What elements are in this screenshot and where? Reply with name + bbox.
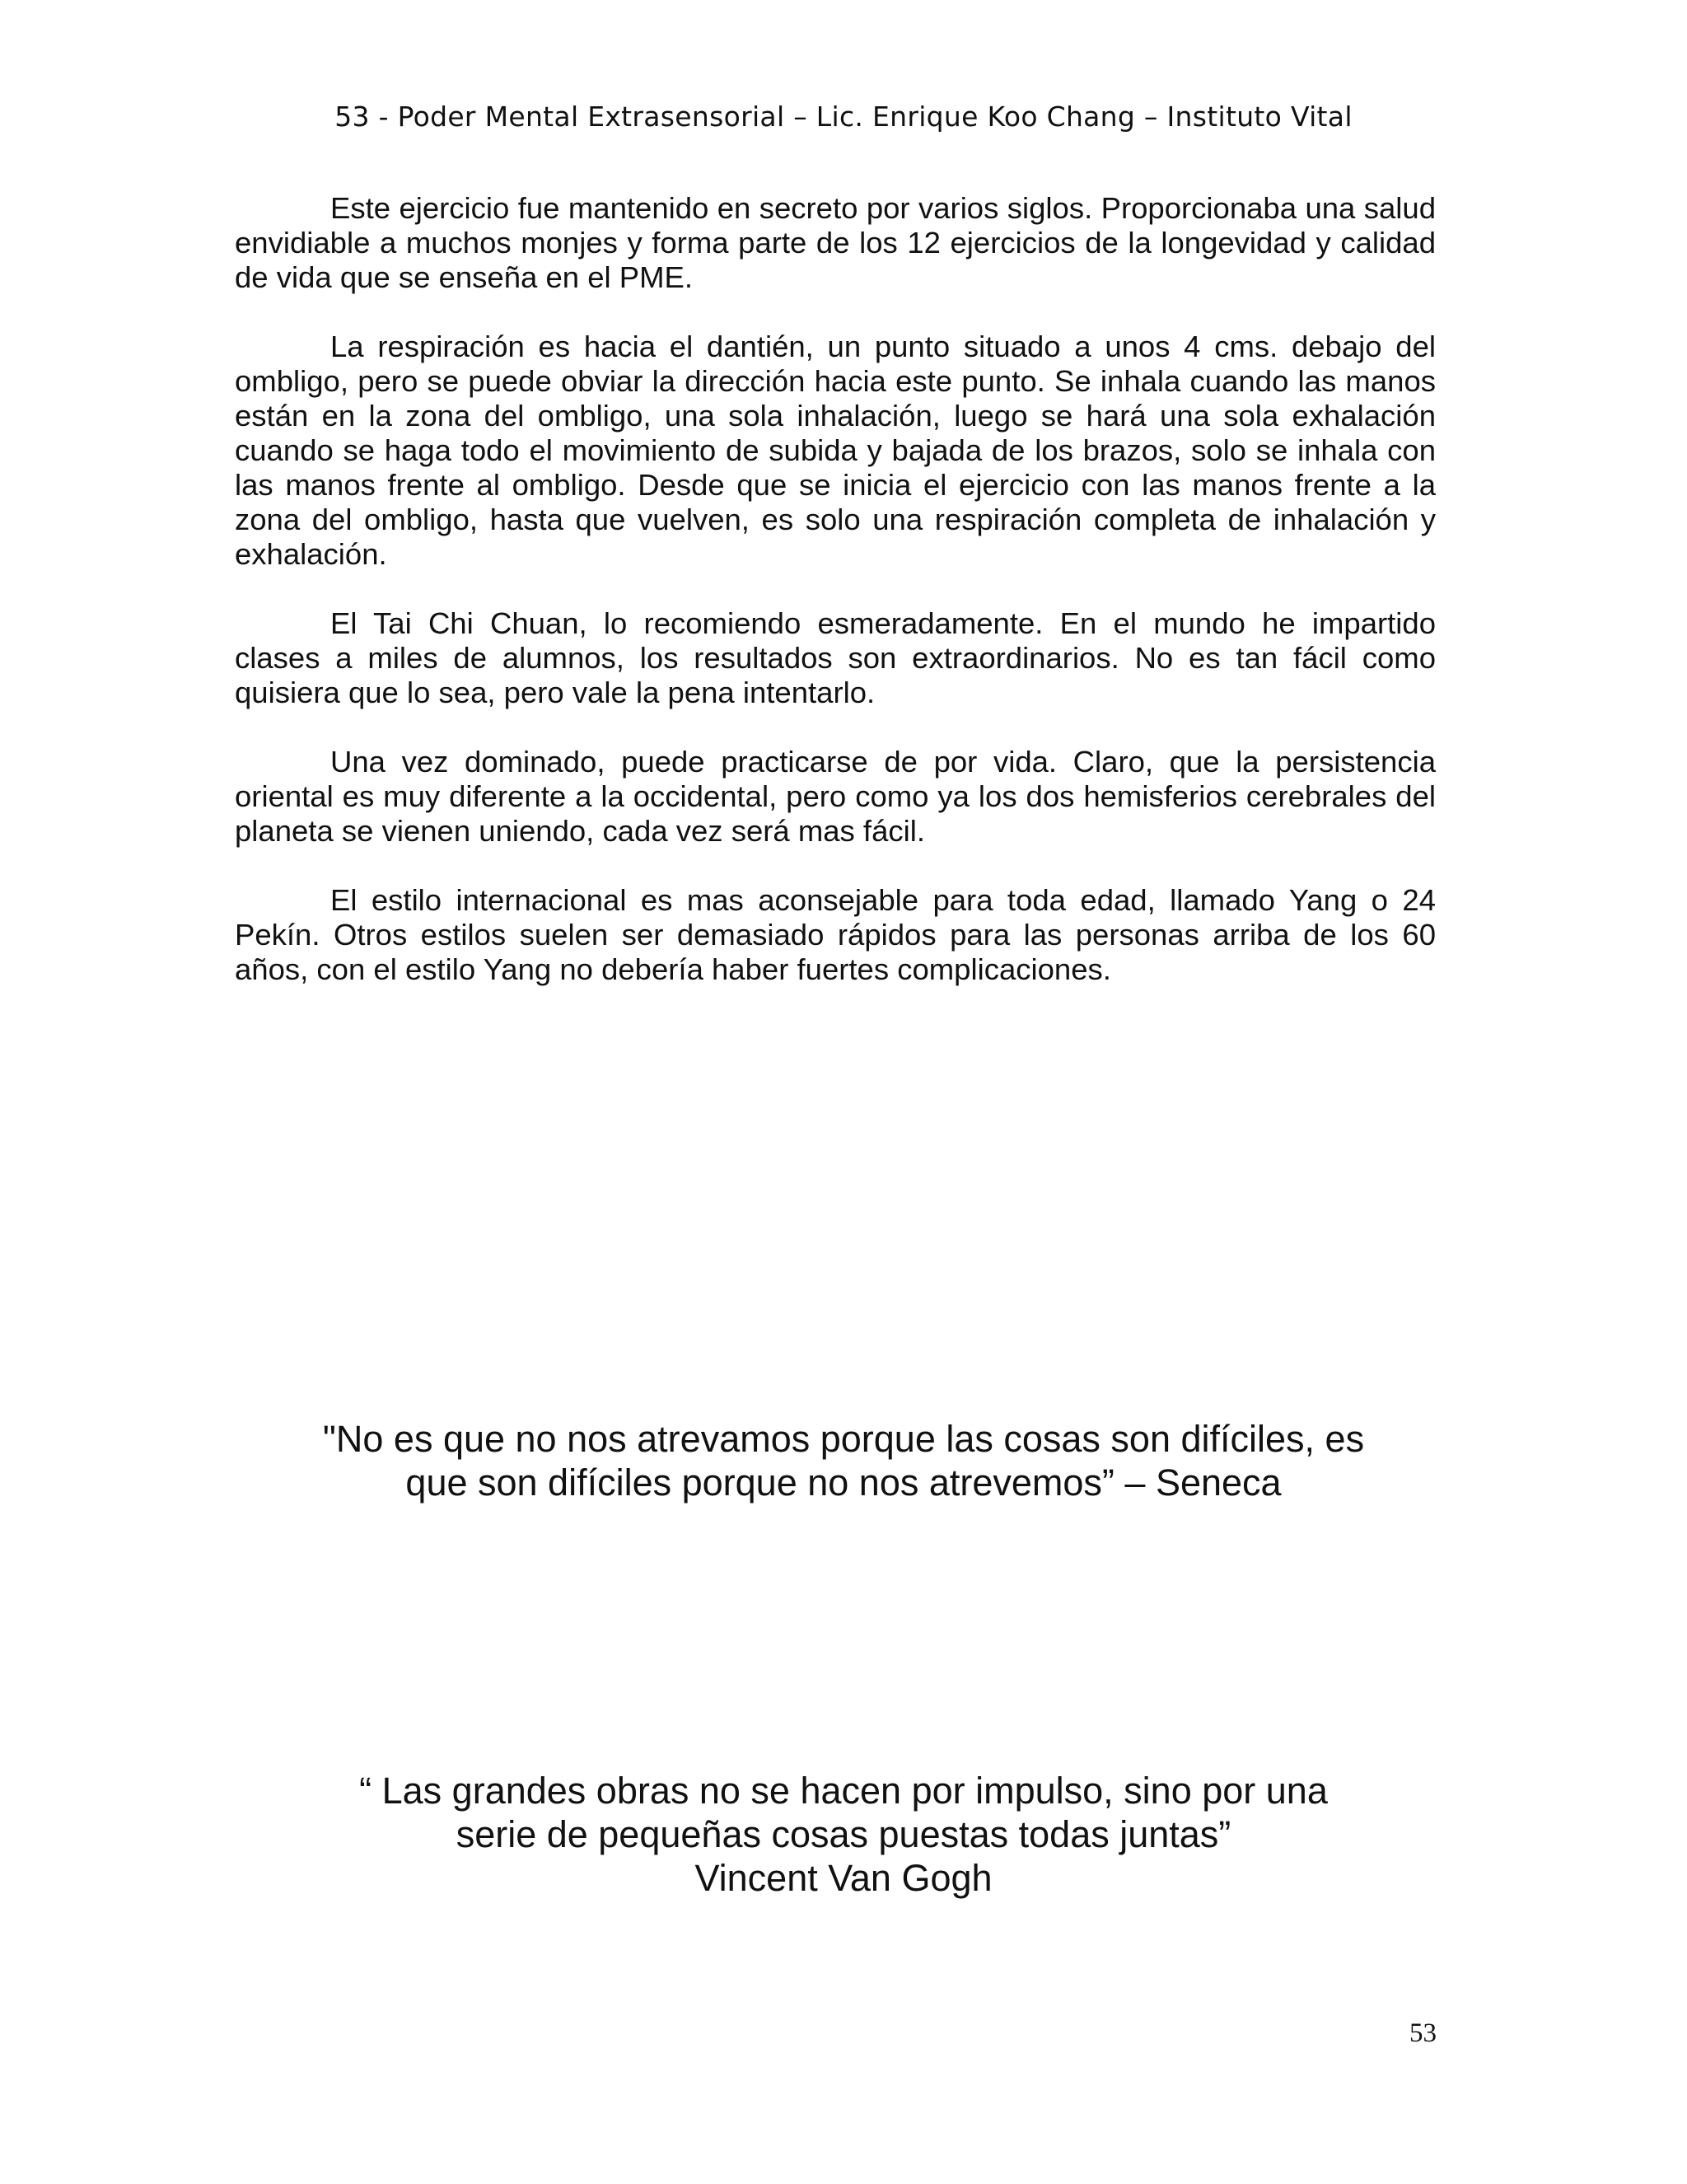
quote-author: Vincent Van Gogh — [694, 1857, 993, 1899]
running-header: 53 - Poder Mental Extrasensorial – Lic. Enrique Koo Chang – Instituto Vital — [334, 101, 1353, 133]
quote-line: "No es que no nos atrevamos porque las cosas son difíciles, es — [322, 1418, 1365, 1460]
quote-line: “ Las grandes obras no se hacen por impulso, sino por una — [359, 1770, 1328, 1812]
paragraph: El estilo internacional es mas aconsejable para toda edad, llamado Yang o 24 Pekín. Otros estilos suelen ser demasiado rápidos para las personas arriba de los 60 años, con el estilo Yang no debería haber fuertes complicaciones. — [235, 883, 1436, 986]
body-text — [235, 191, 1436, 1022]
quote-line: que son difíciles porque no nos atrevemos” – Seneca — [405, 1461, 1282, 1504]
paragraph: La respiración es hacia el dantién, un punto situado a unos 4 cms. debajo del ombligo, pero se puede obviar la dirección hacia este punto. Se inhala cuando las manos están en la zona del ombligo, una sola inhalación, luego se hará una sola exhalación cuando se haga todo el movimiento de subida y bajada de los brazos, solo se inhala con las manos frente al ombligo. Desde que se inicia el ejercicio con las manos frente a la zona del ombligo, hasta que vuelven, es solo una respiración completa de inhalación y exhalación. — [235, 330, 1436, 571]
page-number: 53 — [1409, 2018, 1437, 2048]
paragraph: El Tai Chi Chuan, lo recomiendo esmeradamente. En el mundo he impartido clases a miles de alumnos, los resultados son extraordinarios. No es tan fácil como quisiera que lo sea, pero vale la pena intentarlo. — [235, 606, 1436, 709]
paragraph: Una vez dominado, puede practicarse de por vida. Claro, que la persistencia oriental es muy diferente a la occidental, pero como ya los dos hemisferios cerebrales del planeta se vienen uniendo, cada vez será mas fácil. — [235, 745, 1436, 848]
paragraph: Este ejercicio fue mantenido en secreto por varios siglos. Proporcionaba una salud envidiable a muchos monjes y forma parte de los 12 ejercicios de la longevidad y calidad de vida que se enseña en el PME. — [235, 191, 1436, 294]
seneca-quote — [0, 1417, 1687, 1504]
quote-line: serie de pequeñas cosas puestas todas juntas” — [456, 1813, 1231, 1855]
van-gogh-quote — [0, 1769, 1687, 1900]
